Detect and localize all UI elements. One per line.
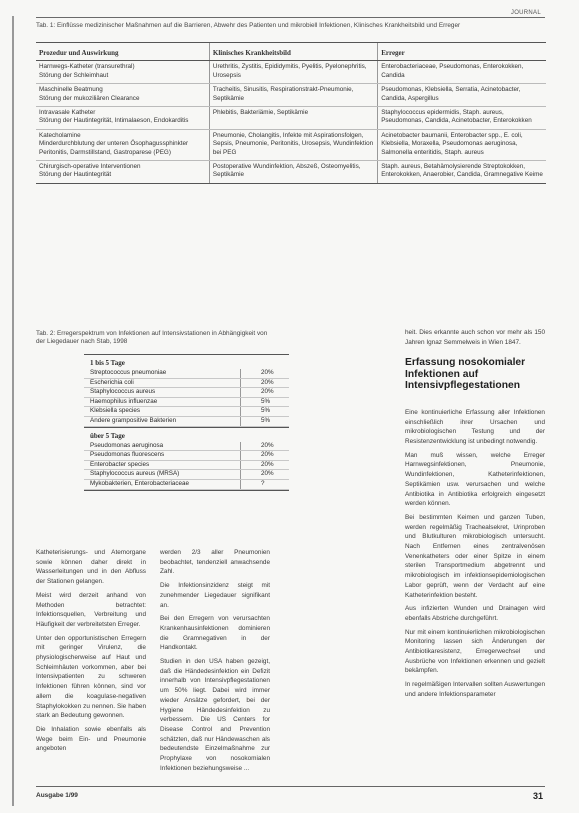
paragraph: In regelmäßigen Intervallen sollten Auswertungen und andere Infektionsparameter	[405, 681, 545, 698]
paragraph: Meist wird derzeit anhand von Methoden betrachtet: Infektionsquellen, Verbreitung und Häufigkeit der verbreitetsten Erreger.	[36, 591, 146, 628]
table1-cell-line: Staph. aureus, Betahämolysierende Streptokokken, Enterokokken, Anaerobier, Candida, Gramnegative Keime	[381, 163, 543, 179]
table1-cell	[36, 161, 209, 183]
table2-organism: Andere grampositive Bakterien	[90, 416, 177, 424]
table2-group-title: 1 bis 5 Tage	[90, 359, 125, 367]
table1-cell	[209, 129, 377, 160]
table1-cell	[209, 84, 377, 107]
table1-cell	[209, 61, 377, 84]
table2-row	[84, 388, 289, 398]
table2-row	[84, 480, 289, 490]
table1-cell-line: Störung der Hautintegrität	[39, 171, 112, 179]
table1-cell	[378, 161, 546, 183]
column3-paragraphs	[405, 408, 545, 700]
table2-organism: Enterobacter species	[90, 460, 150, 468]
table1-cell-line: Maschinelle Beatmung	[39, 86, 103, 94]
footer-rule	[36, 786, 545, 787]
section-heading: Erfassung nosokomialer Infektionen auf Intensivpflegestationen	[405, 357, 526, 392]
table1-cell-line: Pseudomonas, Klebsiella, Serratia, Acinetobacter, Candida, Aspergillus	[381, 86, 521, 102]
table2-organism: Pseudomonas aeruginosa	[90, 441, 164, 449]
table1-cell-line: Minderdurchblutung der unteren Ösophagussphinkter	[39, 140, 189, 148]
table1-header: Prozedur und Auswirkung	[36, 43, 209, 61]
table2-row	[84, 417, 289, 427]
table2-percentage: 5%	[240, 417, 289, 426]
table1-cell-line: Postoperative Wundinfektion, Abszeß, Osteomyelitis, Septikämie	[212, 163, 361, 179]
table1-cell	[378, 107, 546, 130]
table1-cell-line: Katecholamine	[39, 131, 81, 139]
table1-cell	[36, 84, 209, 107]
table2-organism: Klebsiella species	[90, 407, 141, 415]
journal-header: JOURNAL	[510, 10, 541, 16]
paragraph: Die Infektionsinzidenz steigt mit zunehmender Liegedauer signifikant an.	[160, 582, 270, 609]
paragraph: Bei bestimmten Keimen und ganzen Tuben, werden regelmäßig Trachealsekret, Urinproben und Blutkulturen mikrobiologisch untersucht. Nach Entfernen eines zentralvenösen Venenkatheters oder einer Spitze in einem sterilen Transportmedium abgetrennt und mikrobiologisch im infektionsepidemiologischen Labor geprüft, wenn der Verdacht auf eine Katheterinfektion besteht.	[405, 513, 545, 599]
table1-header: Klinisches Krankheitsbild	[209, 43, 377, 61]
table2-percentage: 20%	[240, 470, 289, 479]
table2-row	[84, 379, 289, 389]
table1-cell-line: Peritonitis, Darmstillstand, Gastroparese (PEG)	[39, 148, 171, 156]
table1-row	[36, 84, 546, 107]
table2-percentage: 20%	[240, 461, 289, 470]
table1-row	[36, 129, 546, 160]
table1-cell	[378, 61, 546, 84]
paragraph: Katheterisierungs- und Atemorgane sowie können daher direkt in Wasserleitungen und in den Abfluss der Stationen gelangen.	[36, 549, 146, 586]
table2-organism: Streptococcus pneumoniae	[90, 369, 167, 376]
paragraph: werden 2/3 aller Pneumonien beobachtet, tendenziell anwachsende Zahl.	[160, 549, 270, 576]
paragraph: Nur mit einem kontinuierlichen mikrobiologischen Monitoring lassen sich Änderungen der Antibiotikaresistenz, Erregerwechsel und Ausbrüche von Infektionen erkennen und gezielt bekämpfen.	[405, 628, 545, 675]
footer-issue: Ausgabe 1/99	[36, 792, 78, 799]
table2-percentage: 20%	[240, 379, 289, 388]
table1-cell-line: Pneumonie, Cholangitis, Infekte mit Aspirationsfolgen, Sepsis, Pneumonie, Peritonitis, Urosepsis, Wundinfektion bei PEG	[212, 131, 374, 156]
table2-percentage: 5%	[240, 407, 289, 416]
body-column-1	[36, 548, 146, 758]
table2-organism: Staphylococcus aureus (MRSA)	[90, 470, 180, 478]
table1-row	[36, 61, 546, 84]
table2-percentage: 20%	[240, 369, 289, 378]
paragraph: Aus infizierten Wunden und Drainagen wird ebenfalls Abstriche durchgeführt.	[405, 605, 545, 622]
paragraph: Studien in den USA haben gezeigt, daß die Händedesinfektion ein Defizit innerhalb von Intensivpflegestationen um 50% liegt. Dabei wird immer wieder Ansätze gefordert, bei der Hygiene Händedesinfektion zu verbessern. Die US Centers for Disease Control and Prevention schätzten, daß nur Händewaschen als bedeutendste Einzelmaßnahme zur Prophylaxe von nosokomialen Infektionen beziehungsweise ...	[160, 658, 270, 772]
table1-body	[36, 61, 546, 183]
table1-cell	[378, 129, 546, 160]
table1	[36, 42, 546, 184]
table2-organism: Haemophilus influenzae	[90, 397, 158, 405]
table2-percentage: 20%	[240, 388, 289, 397]
body-column-3	[405, 328, 545, 704]
table2-caption: Tab. 2: Erregerspektrum von Infektionen auf Intensivstationen in Abhängigkeit von der Liegedauer nach Stab, 1998	[36, 330, 268, 345]
table1-cell-line: Intravasale Katheter	[39, 109, 96, 117]
table1-cell-line: Enterobacteriaceae, Pseudomonas, Enterokokken, Candida	[381, 63, 524, 79]
table1-cell-line: Harnwegs-Katheter (transurethral)	[39, 63, 135, 71]
table1-cell-line: Störung der mukoziliären Clearance	[39, 94, 140, 102]
page-number: 31	[532, 791, 543, 801]
table2-row	[84, 369, 289, 379]
table2-row	[84, 407, 289, 417]
table2-organism: Mykobakterien, Enterobacteriaceae	[90, 479, 190, 487]
table2-percentage: 20%	[240, 451, 289, 460]
paragraph: Die Inhalation sowie ebenfalls als Wege beim Ein- und Pneumonie angeboten	[36, 725, 146, 753]
table2-row	[84, 451, 289, 461]
page-spine	[12, 16, 14, 806]
table2-row	[84, 442, 289, 452]
table1-row	[36, 107, 546, 130]
table1-cell-line: Chirurgisch-operative Interventionen	[39, 163, 141, 171]
table2-percentage: 20%	[240, 442, 289, 451]
table1-cell-line: Staphylococcus epidermidis, Staph. aureus, Pseudomonas, Candida, Acinetobacter, Enterokokken	[381, 109, 532, 125]
table1-cell-line: Phlebitis, Bakteriämie, Septikämie	[212, 109, 309, 117]
table2-organism: Escherichia coli	[90, 378, 134, 386]
table1-cell-line: Tracheitis, Sinusitis, Respirationstrakt-Pneumonie, Septikämie	[212, 86, 354, 102]
paragraph: Eine kontinuierliche Erfassung aller Infektionen einschließlich ihrer Ursachen und mikrobiologischen Testung und der Resistenzentwicklung ist unbedingt notwendig.	[405, 408, 545, 446]
table1-cell-line: Acinetobacter baumanii, Enterobacter spp., E. coli, Klebsiella, Moraxella, Pseudomonas aeruginosa, Salmonella enteritidis, Staph. aureus	[381, 131, 523, 156]
table1-cell-line: Störung der Schleimhaut	[39, 71, 109, 79]
table1-header: Erreger	[378, 43, 546, 61]
table2-row	[84, 461, 289, 471]
table1-cell-line: Störung der Hautintegrität, Intimalaeson, Endokarditis	[39, 117, 189, 125]
table2-group-title: über 5 Tage	[84, 427, 289, 442]
paragraph: Bei den Erregern von verursachten Krankenhausinfektionen dominieren die Gramnegativen in der Handkontakt.	[160, 615, 270, 652]
table2-organism: Staphylococcus aureus	[90, 388, 156, 396]
table1-row	[36, 161, 546, 183]
table2-row	[84, 470, 289, 480]
table1-caption: Tab. 1: Einflüsse medizinischer Maßnahmen auf die Barrieren, Abwehr des Patienten und mikrobiell Infektionen, Klinisches Krankheitsbild und Erreger	[36, 22, 461, 29]
table1-cell-line: Urethritis, Zystitis, Epididymitis, Pyelitis, Pyelonephritis, Urosepsis	[212, 63, 367, 79]
column3-intro: heit. Dies erkannte auch schon vor mehr als 150 Jahren Ignaz Semmelweis in Wien 1847.	[405, 329, 545, 346]
table2-percentage: 5%	[240, 398, 289, 407]
table1-cell	[209, 107, 377, 130]
table2-organism: Pseudomonas fluorescens	[90, 451, 165, 459]
table1-cell	[378, 84, 546, 107]
table2	[84, 354, 289, 491]
table2-percentage: ?	[240, 480, 289, 489]
table1-cell	[36, 61, 209, 84]
table1-cell	[209, 161, 377, 183]
paragraph: Man muß wissen, welche Erreger Harnwegsinfektionen, Pneumonie, Wundinfektionen, Katheterinfektionen, Septikämien usw. verursachen und welche Antibiotika in Antibiotika erfolgreich eingesetzt werden können.	[405, 451, 545, 508]
table1-cell	[36, 107, 209, 130]
table2-row	[84, 398, 289, 408]
body-column-2	[160, 548, 270, 777]
table1-cell	[36, 129, 209, 160]
paragraph: Unter den opportunistischen Erregern mit geringer Virulenz, die physiologischerweise auf Haut und Schleimhäuten vorkommen, aber bei Intensivpatienten zu schweren Infektionen führen können, sind vor allem die koagulase-negativen Staphylokokken zu nennen. Sie haben stark an Bedeutung gewonnen.	[36, 634, 146, 720]
header-rule	[36, 17, 545, 18]
